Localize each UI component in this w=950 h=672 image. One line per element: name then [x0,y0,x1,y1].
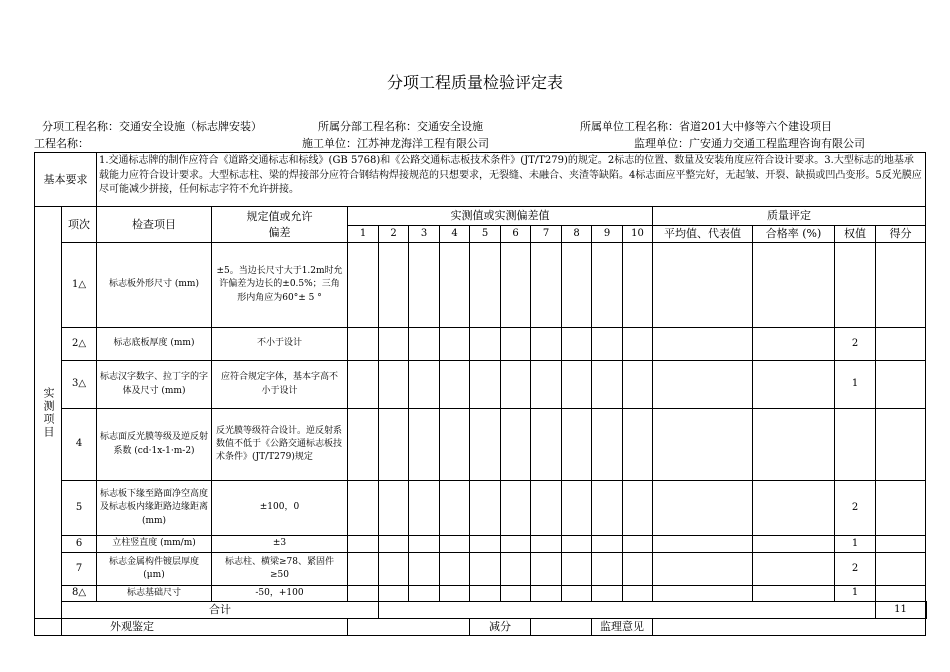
supervisor: 监理单位：广安通力交通工程监理咨询有限公司 [634,137,865,150]
row-no: 8△ [62,586,97,602]
row-item: 标志面反光膜等级及逆反射 系数 (cd·1x-1·m-2) [97,409,212,481]
basic-req-row [35,153,927,207]
page-title: 分项工程质量检验评定表 [386,73,563,92]
row-item: 标志金属构件镀层厚度 (μm) [97,553,212,586]
row-item: 立柱竖直度 (mm/m) [97,536,212,553]
header-score: 得分 [876,226,926,243]
header-no: 项次 [62,207,97,243]
row-spec: ±3 [212,536,348,553]
contractor: 施工单位：江苏神龙海洋工程有限公司 [302,137,489,150]
row-weight [835,243,876,328]
header-avg: 平均值、代表值 [653,226,753,243]
header-pass-rate: 合格率 (%) [753,226,835,243]
row-weight [835,409,876,481]
col-header: 1 [348,226,379,243]
table-row [35,409,927,481]
table-row [35,536,927,553]
col-header: 10 [623,226,653,243]
header-item: 检查项目 [97,207,212,243]
total-weight: 11 [876,602,926,619]
row-spec: ±100，0 [212,481,348,536]
col-header: 9 [592,226,623,243]
section-label: 实测项目 [35,207,62,619]
row-spec: 标志柱、横梁≥78、紧固件≥50 [212,553,348,586]
row-item: 标志板外形尺寸 (mm) [97,243,212,328]
col-header: 8 [562,226,592,243]
project-name: 工程名称： [34,137,89,150]
table-row [35,553,927,586]
row-item: 标志基础尺寸 [97,586,212,602]
header-quality: 质量评定 [653,207,926,226]
total-label: 合计 [62,602,379,619]
row-no: 3△ [62,361,97,409]
basic-req-label: 基本要求 [35,153,97,207]
table-row [35,361,927,409]
col-header: 3 [409,226,440,243]
row-spec: 不小于设计 [212,328,348,361]
table-row [35,243,927,328]
row-item: 标志汉字数字、拉丁字的字体及尺寸 (mm) [97,361,212,409]
row-weight: 1 [835,361,876,409]
header-row-1 [35,207,927,226]
col-header: 6 [501,226,531,243]
row-item: 标志底板厚度 (mm) [97,328,212,361]
col-header: 7 [531,226,562,243]
row-item: 标志板下缘至路面净空高度及标志板内缘距路边缘距离 (mm) [97,481,212,536]
appearance-label: 外观鉴定 [62,619,348,636]
row-weight: 1 [835,536,876,553]
col-header: 2 [379,226,409,243]
deduction-label: 减分 [470,619,531,636]
row-weight: 2 [835,481,876,536]
row-weight: 2 [835,553,876,586]
row-weight: 2 [835,328,876,361]
row-spec: -50，+100 [212,586,348,602]
table-row [35,586,927,602]
header-spec: 规定值或允许 偏差 [212,207,348,243]
row-no: 7 [62,553,97,586]
row-no: 1△ [62,243,97,328]
quality-table [34,152,927,636]
table-row [35,328,927,361]
header-measured: 实测值或实测偏差值 [348,207,653,226]
col-header: 5 [470,226,501,243]
basic-req-text: 1.交通标志牌的制作应符合《道路交通标志和标线》(GB 5768)和《公路交通标志板技术条件》(JT/T279)的规定。2标志的位置、数量及安装角度应符合设计要求。3.大型标志的地基承载能力应符合设计要求。大型标志柱、梁的焊接部分应符合钢结构焊接规范的只想要求，无裂缝、未融合、夹渣等缺陷。4标志面应平整完好，无起皱、开裂、缺损或凹凸变形。5反光膜应尽可能减少拼接，任何标志字符不允许拼接。 [97,153,926,207]
footer-row [35,619,927,636]
header-weight: 权值 [835,226,876,243]
row-weight: 1 [835,586,876,602]
division-name: 所属分部工程名称：交通安全设施 [318,120,483,133]
row-no: 5 [62,481,97,536]
col-header: 4 [440,226,470,243]
row-spec: ±5。当边长尺寸大于1.2m时允许偏差为边长的±0.5%；三角形内角应为60°± 5 ° [212,243,348,328]
row-spec: 应符合规定字体，基本字高不小于设计 [212,361,348,409]
row-no: 2△ [62,328,97,361]
row-no: 6 [62,536,97,553]
total-row [35,602,927,619]
opinion-label: 监理意见 [592,619,653,636]
table-row [35,481,927,536]
unit-project-name: 所属单位工程名称：省道201大中修等六个建设项目 [580,120,832,133]
sub-item-name: 分项工程名称：交通安全设施（标志牌安装） [42,120,262,133]
row-no: 4 [62,409,97,481]
row-spec: 反光膜等级符合设计。逆反射系数值不低于《公路交通标志板技术条件》(JT/T279)规定 [212,409,348,481]
